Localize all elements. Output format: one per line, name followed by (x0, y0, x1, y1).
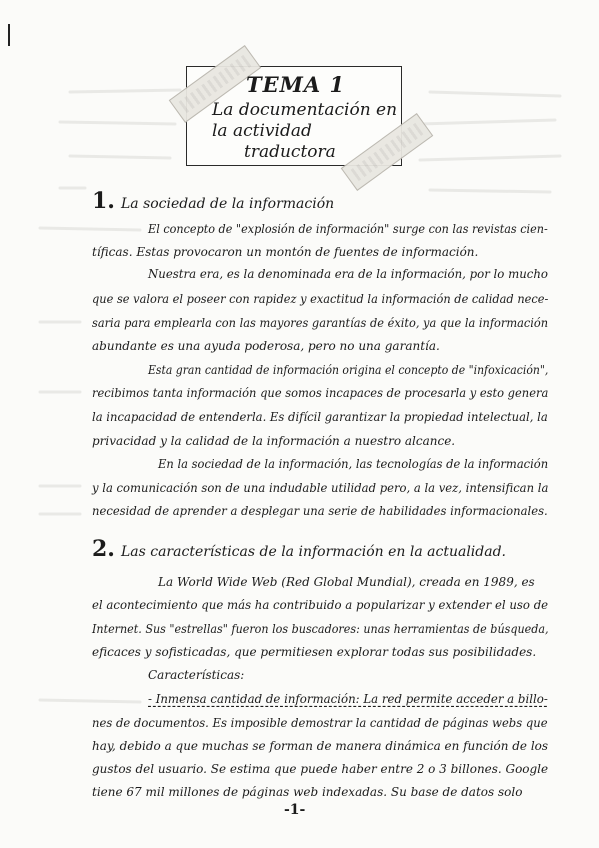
page-number: -1- (284, 802, 306, 818)
text-line: Internet. Sus "estrellas" fueron los buscadores: unas herramientas de búsqueda, (92, 622, 549, 636)
text-line: nes de documentos. Es imposible demostrar la cantidad de páginas webs que (92, 716, 548, 730)
text-line: tíficas. Estas provocaron un montón de fuentes de información. (92, 245, 479, 259)
text-line: el acontecimiento que más ha contribuido a popularizar y extender el uso de (92, 598, 549, 612)
text-line: Nuestra era, es la denominada era de la información, por lo mucho (148, 267, 548, 281)
section-2-heading (92, 536, 506, 562)
section-2-title: Las características de la información en la actualidad. (120, 544, 506, 560)
pen-mark (8, 24, 10, 46)
text-line: En la sociedad de la información, las tecnologías de la información (158, 457, 549, 471)
topic-title: TEMA 1 (246, 72, 346, 97)
text-line: eficaces y sofisticadas, que permitiesen explorar todas sus posibilidades. (92, 645, 537, 659)
text-line: Esta gran cantidad de información origina el concepto de "infoxicación", (148, 363, 549, 377)
section-1-title: La sociedad de la información (120, 196, 335, 212)
text-line: gustos del usuario. Se estima que puede haber entre 2 o 3 billones. Google (92, 762, 549, 776)
topic-subtitle-line-2: la actividad (212, 121, 312, 141)
text-line: La World Wide Web (Red Global Mundial), creada en 1989, es (158, 575, 535, 589)
text-line: la incapacidad de entenderla. Es difícil garantizar la propiedad intelectual, la (92, 410, 548, 424)
text-line: abundante es una ayuda poderosa, pero no una garantía. (92, 339, 440, 353)
section-1-number: 1. (92, 188, 115, 214)
text-line: que se valora el poseer con rapidez y exactitud la información de calidad nece- (92, 292, 549, 306)
text-line: El concepto de "explosión de información" surge con las revistas cien- (148, 222, 548, 236)
text-line: hay, debido a que muchas se forman de manera dinámica en función de los (92, 739, 549, 753)
text-line: - Inmensa cantidad de información: La red permite acceder a billo- (148, 692, 548, 706)
topic-subtitle-line-3: traductora (244, 142, 336, 162)
text-line: recibimos tanta información que somos incapaces de procesarla y esto genera (92, 386, 549, 400)
text-line: saria para emplearla con las mayores garantías de éxito, ya que la información (92, 316, 549, 330)
topic-subtitle-line-1: La documentación en (212, 100, 398, 120)
text-line: tiene 67 mil millones de páginas web indexadas. Su base de datos solo (92, 785, 523, 799)
text-line: y la comunicación son de una indudable utilidad pero, a la vez, intensifican la (92, 481, 549, 495)
text-line: necesidad de aprender a desplegar una serie de habilidades informacionales. (92, 504, 548, 518)
text-line: Características: (148, 668, 245, 682)
section-1-heading (92, 188, 334, 214)
section-2-number: 2. (92, 536, 115, 562)
text-line: privacidad y la calidad de la información a nuestro alcance. (92, 434, 456, 448)
